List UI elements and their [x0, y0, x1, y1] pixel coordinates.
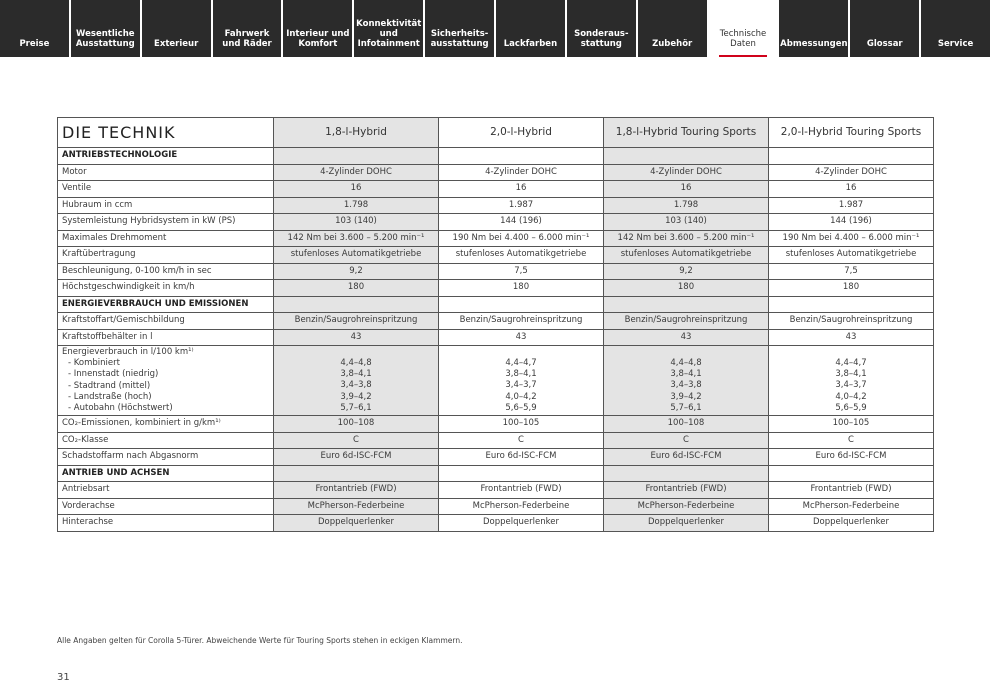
empty-cell — [769, 296, 934, 313]
empty-cell — [604, 465, 769, 482]
value-cell: 9,2 — [274, 263, 439, 280]
value-cell: 16 — [274, 181, 439, 198]
value-cell: Euro 6d-ISC-FCM — [274, 449, 439, 466]
nav-tab-label: Sicherheits- ausstattung — [430, 29, 489, 49]
table-header-row — [58, 118, 934, 148]
value-cell: Frontantrieb (FWD) — [769, 482, 934, 499]
value-line: 4,0–4,2 — [505, 391, 537, 402]
value-line: 3,4–3,8 — [340, 380, 372, 391]
nav-tab[interactable] — [142, 0, 213, 57]
table-row — [58, 230, 934, 247]
table-row — [58, 313, 934, 330]
value-line: 5,7–6,1 — [340, 402, 372, 413]
section-row — [58, 465, 934, 482]
section-heading: ANTRIEB UND ACHSEN — [58, 465, 274, 482]
value-cell: C — [769, 432, 934, 449]
value-line: 3,4–3,7 — [505, 380, 537, 391]
row-label: Kraftstoffbehälter in l — [58, 329, 274, 346]
table-row — [58, 432, 934, 449]
value-cell: Benzin/Saugrohreinspritzung — [439, 313, 604, 330]
spacer — [278, 347, 434, 358]
value-cell — [274, 346, 439, 416]
row-label: Hubraum in ccm — [58, 197, 274, 214]
row-label: Beschleunigung, 0-100 km/h in sec — [58, 263, 274, 280]
value-cell: Benzin/Saugrohreinspritzung — [604, 313, 769, 330]
value-cell: Frontantrieb (FWD) — [274, 482, 439, 499]
value-cell: stufenloses Automatikgetriebe — [769, 247, 934, 264]
nav-tab[interactable] — [496, 0, 567, 57]
value-cell: 180 — [439, 280, 604, 297]
nav-tab-label: Zubehör — [652, 39, 693, 49]
column-header: 2,0-l-Hybrid — [439, 118, 604, 148]
table-row — [58, 280, 934, 297]
empty-cell — [274, 465, 439, 482]
value-cell: 4-Zylinder DOHC — [274, 164, 439, 181]
nav-tab[interactable] — [921, 0, 990, 57]
nav-tab[interactable] — [638, 0, 709, 57]
empty-cell — [439, 465, 604, 482]
row-label: Höchstgeschwindigkeit in km/h — [58, 280, 274, 297]
section-row — [58, 296, 934, 313]
value-cell: 43 — [604, 329, 769, 346]
value-cell: Doppelquerlenker — [769, 515, 934, 532]
value-cell: 144 (196) — [769, 214, 934, 231]
value-line: 3,8–4,1 — [505, 369, 537, 380]
nav-tab-label: Technische Daten — [719, 29, 767, 49]
row-sublabel: - Kombiniert — [62, 358, 269, 369]
nav-tab[interactable] — [850, 0, 921, 57]
empty-cell — [769, 148, 934, 165]
nav-tab[interactable] — [213, 0, 284, 57]
value-line: 4,4–4,7 — [835, 358, 867, 369]
row-label: Schadstoffarm nach Abgasnorm — [58, 449, 274, 466]
table-row — [58, 164, 934, 181]
value-cell: McPherson-Federbeine — [274, 498, 439, 515]
nav-tab-label: Service — [937, 39, 974, 49]
row-sublabel: - Autobahn (Höchstwert) — [62, 403, 269, 414]
empty-cell — [604, 148, 769, 165]
value-cell: Euro 6d-ISC-FCM — [769, 449, 934, 466]
table-row — [58, 449, 934, 466]
section-heading: ENERGIEVERBRAUCH UND EMISSIONEN — [58, 296, 274, 313]
value-cell: 180 — [604, 280, 769, 297]
value-cell: Euro 6d-ISC-FCM — [604, 449, 769, 466]
value-cell — [439, 346, 604, 416]
value-cell: Frontantrieb (FWD) — [604, 482, 769, 499]
empty-cell — [274, 296, 439, 313]
table-row — [58, 482, 934, 499]
empty-cell — [439, 296, 604, 313]
nav-tab-label: Lackfarben — [503, 39, 558, 49]
value-cell: C — [604, 432, 769, 449]
page-number: 31 — [57, 672, 70, 683]
nav-tab[interactable] — [709, 0, 780, 57]
table-row — [58, 197, 934, 214]
value-line: 5,7–6,1 — [670, 402, 702, 413]
nav-tab-label: Glossar — [866, 39, 903, 49]
value-cell: stufenloses Automatikgetriebe — [274, 247, 439, 264]
row-label: Maximales Drehmoment — [58, 230, 274, 247]
nav-tab[interactable] — [425, 0, 496, 57]
value-cell: C — [274, 432, 439, 449]
value-cell: 103 (140) — [274, 214, 439, 231]
row-sublabel: - Landstraße (hoch) — [62, 392, 269, 403]
nav-tab-label: Konnektivität und Infotainment — [356, 19, 422, 49]
row-label — [58, 346, 274, 416]
empty-cell — [439, 148, 604, 165]
value-cell: Doppelquerlenker — [604, 515, 769, 532]
empty-cell — [274, 148, 439, 165]
table-row — [58, 181, 934, 198]
value-cell: McPherson-Federbeine — [604, 498, 769, 515]
value-line: 5,6–5,9 — [835, 402, 867, 413]
nav-tab[interactable] — [779, 0, 850, 57]
value-cell: 16 — [769, 181, 934, 198]
row-label: Kraftstoffart/Gemischbildung — [58, 313, 274, 330]
value-cell — [604, 346, 769, 416]
footnote: Alle Angaben gelten für Corolla 5-Türer. Abweichende Werte für Touring Sports stehen in eckigen Klammern. — [57, 636, 463, 645]
value-cell: 100–108 — [274, 416, 439, 433]
table-row — [58, 263, 934, 280]
empty-cell — [604, 296, 769, 313]
value-cell: Doppelquerlenker — [274, 515, 439, 532]
value-line: 5,6–5,9 — [505, 402, 537, 413]
column-header: 2,0-l-Hybrid Touring Sports — [769, 118, 934, 148]
value-cell: 180 — [769, 280, 934, 297]
value-cell: stufenloses Automatikgetriebe — [439, 247, 604, 264]
value-cell: 9,2 — [604, 263, 769, 280]
row-label: Systemleistung Hybridsystem in kW (PS) — [58, 214, 274, 231]
row-label: CO₂-Klasse — [58, 432, 274, 449]
value-cell — [769, 346, 934, 416]
value-cell: McPherson-Federbeine — [769, 498, 934, 515]
value-line: 4,4–4,8 — [670, 358, 702, 369]
row-label: Hinterachse — [58, 515, 274, 532]
row-sublabel: - Innenstadt (niedrig) — [62, 369, 269, 380]
nav-tab[interactable] — [0, 0, 71, 57]
value-cell: 4-Zylinder DOHC — [604, 164, 769, 181]
value-line: 4,4–4,7 — [505, 358, 537, 369]
row-label: Kraftübertragung — [58, 247, 274, 264]
value-cell: 1.798 — [604, 197, 769, 214]
row-label: Ventile — [58, 181, 274, 198]
table-row — [58, 247, 934, 264]
value-cell: C — [439, 432, 604, 449]
value-cell: 100–105 — [439, 416, 604, 433]
table-row — [58, 214, 934, 231]
table-row — [58, 515, 934, 532]
nav-tab-label: Interieur und Komfort — [286, 29, 350, 49]
value-cell: Frontantrieb (FWD) — [439, 482, 604, 499]
value-line: 3,9–4,2 — [340, 391, 372, 402]
empty-cell — [769, 465, 934, 482]
value-cell: 43 — [274, 329, 439, 346]
column-header: 1,8-l-Hybrid — [274, 118, 439, 148]
value-cell: 7,5 — [769, 263, 934, 280]
value-cell: 7,5 — [439, 263, 604, 280]
value-line: 3,8–4,1 — [340, 369, 372, 380]
value-cell: 100–105 — [769, 416, 934, 433]
nav-tab-label: Preise — [19, 39, 50, 49]
value-line: 3,9–4,2 — [670, 391, 702, 402]
value-cell: 4-Zylinder DOHC — [439, 164, 604, 181]
nav-tab-label: Abmessungen — [780, 39, 848, 49]
value-cell: 190 Nm bei 4.400 – 6.000 min⁻¹ — [769, 230, 934, 247]
value-cell: 142 Nm bei 3.600 – 5.200 min⁻¹ — [274, 230, 439, 247]
value-line: 4,0–4,2 — [835, 391, 867, 402]
table-row — [58, 416, 934, 433]
row-label-main: Energieverbrauch in l/100 km¹⁾ — [62, 346, 194, 357]
table-title: DIE TECHNIK — [58, 118, 274, 148]
top-navigation — [0, 0, 990, 57]
value-cell: 103 (140) — [604, 214, 769, 231]
nav-tab[interactable] — [354, 0, 425, 57]
value-cell: 1.798 — [274, 197, 439, 214]
row-sublabel: - Stadtrand (mittel) — [62, 381, 269, 392]
column-header: 1,8-l-Hybrid Touring Sports — [604, 118, 769, 148]
nav-tab-label: Sonderaus- stattung — [574, 29, 629, 49]
value-line: 3,4–3,8 — [670, 380, 702, 391]
section-heading: ANTRIEBSTECHNOLOGIE — [58, 148, 274, 165]
spacer — [608, 347, 764, 358]
nav-tab-label: Fahrwerk und Räder — [222, 29, 272, 49]
section-row — [58, 148, 934, 165]
nav-tab[interactable] — [71, 0, 142, 57]
spacer — [443, 347, 599, 358]
value-cell: stufenloses Automatikgetriebe — [604, 247, 769, 264]
value-line: 3,8–4,1 — [670, 369, 702, 380]
value-cell: 43 — [439, 329, 604, 346]
value-line: 3,8–4,1 — [835, 369, 867, 380]
value-cell: 100–108 — [604, 416, 769, 433]
value-cell: 16 — [604, 181, 769, 198]
nav-tab[interactable] — [283, 0, 354, 57]
value-cell: Benzin/Saugrohreinspritzung — [769, 313, 934, 330]
row-label: Vorderachse — [58, 498, 274, 515]
value-cell: Doppelquerlenker — [439, 515, 604, 532]
nav-tab-label: Exterieur — [154, 39, 199, 49]
value-cell: 190 Nm bei 4.400 – 6.000 min⁻¹ — [439, 230, 604, 247]
row-label: Antriebsart — [58, 482, 274, 499]
value-cell: McPherson-Federbeine — [439, 498, 604, 515]
nav-tab-label: Wesentliche Ausstattung — [75, 29, 135, 49]
value-cell: 1.987 — [439, 197, 604, 214]
table-row — [58, 498, 934, 515]
spacer — [773, 347, 929, 358]
technical-data-table — [57, 117, 934, 532]
value-cell: 43 — [769, 329, 934, 346]
row-label: Motor — [58, 164, 274, 181]
value-line: 4,4–4,8 — [340, 358, 372, 369]
table-row — [58, 329, 934, 346]
value-cell: Euro 6d-ISC-FCM — [439, 449, 604, 466]
value-cell: 16 — [439, 181, 604, 198]
value-cell: 4-Zylinder DOHC — [769, 164, 934, 181]
value-cell: 142 Nm bei 3.600 – 5.200 min⁻¹ — [604, 230, 769, 247]
nav-tab[interactable] — [567, 0, 638, 57]
value-line: 3,4–3,7 — [835, 380, 867, 391]
value-cell: 1.987 — [769, 197, 934, 214]
value-cell: 144 (196) — [439, 214, 604, 231]
value-cell: 180 — [274, 280, 439, 297]
table-row — [58, 346, 934, 416]
row-label: CO₂-Emissionen, kombiniert in g/km¹⁾ — [58, 416, 274, 433]
value-cell: Benzin/Saugrohreinspritzung — [274, 313, 439, 330]
